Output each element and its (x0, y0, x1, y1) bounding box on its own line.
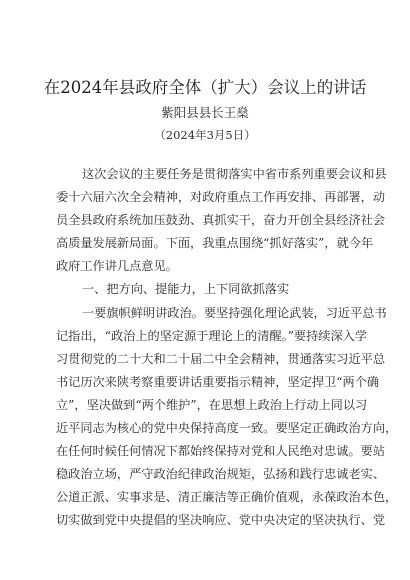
paragraph-1-line: 这次会议的主要任务是贯彻落实中省市系列重要会议和县 (82, 167, 387, 181)
paragraph-2-line: 立”，坚决做到“两个维护”，在思想上政治上行动上同以习 (56, 398, 368, 412)
paragraph-1-line: 委十六届六次全会精神，对政府重点工作再安排、再部署，动 (56, 190, 386, 204)
paragraph-2-line: 记指出，“政治上的坚定源于理论上的清醒。”要持续深入学 (56, 329, 368, 343)
paragraph-2-line: 公道正派、实事求是、清正廉洁等正确价值观，永葆政治本色， (56, 490, 398, 504)
paragraph-1-line: 员全县政府系统加压鼓劲、真抓实干，奋力开创全县经济社会 (56, 213, 386, 227)
paragraph-1-line: 政府工作讲几点意见。 (56, 259, 178, 273)
paragraph-2-line: 稳政治立场，严守政治纪律政治规矩，弘扬和践行忠诚老实、 (56, 467, 386, 481)
paragraph-2-line: 近平同志为核心的党中央保持高度一致。要坚定正确政治方向， (56, 421, 398, 435)
paragraph-2-line: 习贯彻党的二十大和二十届二中全会精神，贯通落实习近平总 (56, 352, 386, 366)
paragraph-2-line: 切实做到党中央提倡的坚决响应、党中央决定的坚决执行、党 (56, 513, 386, 527)
paragraph-2-line: 一要旗帜鲜明讲政治。要坚持强化理论武装，习近平总书 (82, 306, 387, 320)
paragraph-2-line: 书记历次来陕考察重要讲话重要指示精神，坚定捍卫“两个确 (56, 375, 380, 389)
document-author: 紫阳县县长王燊 (161, 105, 249, 120)
section-heading: 一、把方向、提能力，上下同欲抓落实 (82, 282, 290, 296)
paragraph-2-line: 在任何时候任何情况下都始终保持对党和人民绝对忠诚。要站 (56, 444, 386, 458)
paragraph-1-line: 高质量发展新局面。下面，我重点围绕“抓好落实”，就今年 (56, 236, 374, 250)
document-date: （2024年3月5日） (154, 128, 256, 142)
document-title: 在2024年县政府全体（扩大）会议上的讲话 (43, 78, 367, 97)
